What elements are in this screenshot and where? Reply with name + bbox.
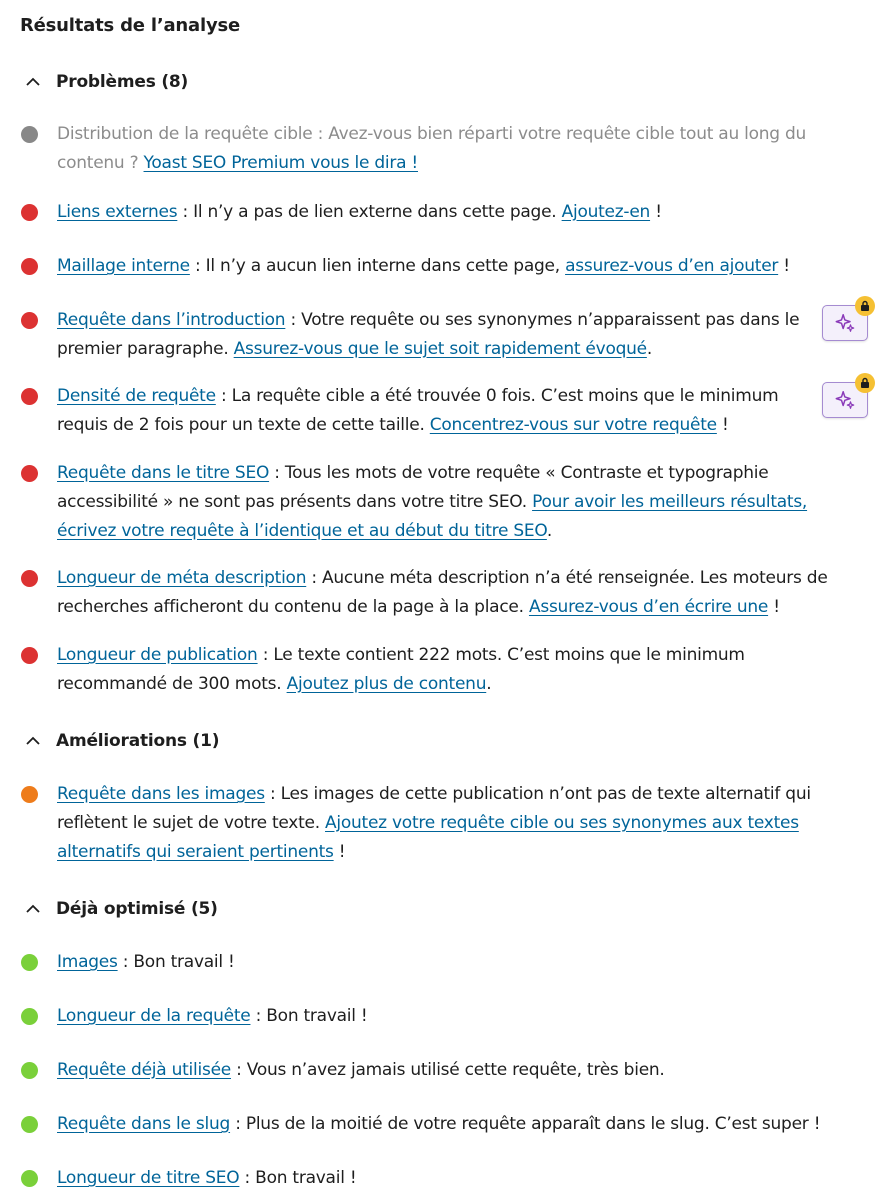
result-text: [57, 198, 847, 227]
improvements-section-label: Améliorations (1): [56, 731, 220, 751]
result-suffix: .: [546, 521, 553, 541]
image-keyphrase-link[interactable]: Requête dans les images: [57, 784, 265, 804]
result-suffix: !: [716, 415, 729, 435]
add-internal-links-link[interactable]: assurez-vous d’en ajouter: [565, 256, 779, 276]
result-text: [57, 382, 809, 440]
result-text: [57, 1002, 847, 1031]
meta-description-link[interactable]: Longueur de méta description: [57, 568, 307, 588]
status-bullet-red: [21, 204, 38, 221]
status-bullet-green: [21, 954, 38, 971]
result-suffix: .: [486, 674, 492, 694]
chevron-up-icon: [18, 726, 48, 756]
problems-section-toggle[interactable]: [18, 67, 188, 97]
result-description: : La requête cible a été trouvée 0 fois. C’est moins que le minimum requis de 2 fois pour un texte de cette taille.: [57, 386, 779, 435]
keyphrase-intro-link[interactable]: Requête dans l’introduction: [57, 310, 286, 330]
seo-title-length-link[interactable]: Longueur de titre SEO: [57, 1168, 240, 1188]
result-description: : Votre requête ou ses synonymes n’apparaissent pas dans le premier paragraphe.: [57, 310, 800, 359]
meta-description-fix-link[interactable]: Assurez-vous d’en écrire une: [528, 597, 769, 617]
chevron-up-icon: [18, 67, 48, 97]
lock-icon: [855, 296, 875, 316]
problems-section-label: Problèmes (8): [56, 72, 189, 92]
status-bullet-red: [21, 465, 38, 482]
result-description: : Bon travail !: [250, 1006, 368, 1026]
result-description: : Aucune méta description n’a été renseignée. Les moteurs de recherches afficheront du contenu de la page à la place.: [57, 568, 828, 617]
good-results-section-label: Déjà optimisé (5): [56, 899, 218, 919]
text-length-link[interactable]: Longueur de publication: [57, 645, 258, 665]
result-description: : Tous les mots de votre requête « Contraste et typographie accessibilité » ne sont pas présents dans votre titre SEO.: [57, 463, 769, 512]
result-text: [57, 459, 847, 546]
result-text: [57, 252, 847, 281]
result-suffix: !: [778, 256, 790, 276]
result-description: : Il n’y a aucun lien interne dans cette page,: [189, 256, 566, 276]
result-description: : Le texte contient 222 mots. C’est moins que le minimum recommandé de 300 mots.: [57, 645, 745, 694]
result-text: [57, 306, 809, 364]
result-suffix: !: [333, 842, 346, 862]
result-description: : Bon travail !: [117, 952, 235, 972]
result-description: : Les images de cette publication n’ont pas de texte alternatif qui reflètent le sujet de votre texte.: [57, 784, 811, 833]
result-text: [57, 1164, 847, 1193]
result-text: [57, 641, 847, 699]
sparkles-icon: [834, 312, 856, 334]
status-bullet-red: [21, 312, 38, 329]
result-description: Distribution de la requête cible : Avez-vous bien réparti votre requête cible tout au long du contenu ?: [57, 124, 807, 173]
result-suffix: !: [768, 597, 780, 617]
result-description: : Il n’y a pas de lien externe dans cette page.: [177, 202, 562, 222]
sparkles-icon: [834, 389, 856, 411]
internal-links-link[interactable]: Maillage interne: [57, 256, 190, 276]
improvements-section-toggle[interactable]: [18, 726, 219, 756]
lock-icon: [855, 373, 875, 393]
status-bullet-green: [21, 1062, 38, 1079]
result-text: [57, 948, 847, 977]
keyphrase-density-link[interactable]: Densité de requête: [57, 386, 216, 406]
status-bullet-red: [21, 388, 38, 405]
result-text: [57, 1110, 847, 1139]
status-bullet-red: [21, 647, 38, 664]
result-text: [57, 780, 847, 867]
image-keyphrase-fix-link[interactable]: Ajoutez votre requête cible ou ses synonymes aux textes alternatifs qui seraient pertinents: [57, 813, 799, 862]
premium-link[interactable]: Yoast SEO Premium vous le dira !: [143, 153, 418, 173]
chevron-up-icon: [18, 894, 48, 924]
images-link[interactable]: Images: [57, 952, 118, 972]
add-external-links-link[interactable]: Ajoutez-en: [561, 202, 651, 222]
status-bullet-orange: [21, 786, 38, 803]
ai-optimize-button-density[interactable]: [822, 382, 868, 418]
ai-optimize-button-intro[interactable]: [822, 305, 868, 341]
result-description: : Vous n’avez jamais utilisé cette requête, très bien.: [231, 1060, 665, 1080]
result-text: [57, 1056, 847, 1085]
status-bullet-green: [21, 1170, 38, 1187]
keyphrase-density-fix-link[interactable]: Concentrez-vous sur votre requête: [429, 415, 717, 435]
status-bullet-red: [21, 258, 38, 275]
result-description: : Bon travail !: [239, 1168, 357, 1188]
keyphrase-title-link[interactable]: Requête dans le titre SEO: [57, 463, 270, 483]
result-text: [57, 564, 847, 622]
result-suffix: !: [650, 202, 662, 222]
text-length-fix-link[interactable]: Ajoutez plus de contenu: [286, 674, 487, 694]
result-text: [57, 120, 847, 178]
keyphrase-title-fix-link[interactable]: Pour avoir les meilleurs résultats, écrivez votre requête à l’identique et au début du titre SEO: [57, 492, 808, 541]
keyphrase-length-link[interactable]: Longueur de la requête: [57, 1006, 251, 1026]
good-results-section-toggle[interactable]: [18, 894, 218, 924]
panel-title: Résultats de l’analyse: [20, 15, 241, 36]
keyphrase-intro-fix-link[interactable]: Assurez-vous que le sujet soit rapidement évoqué: [233, 339, 647, 359]
status-bullet-grey: [21, 126, 38, 143]
status-bullet-red: [21, 570, 38, 587]
status-bullet-green: [21, 1116, 38, 1133]
status-bullet-green: [21, 1008, 38, 1025]
result-suffix: .: [646, 339, 653, 359]
result-description: : Plus de la moitié de votre requête apparaît dans le slug. C’est super !: [230, 1114, 821, 1134]
external-links-link[interactable]: Liens externes: [57, 202, 178, 222]
previously-used-link[interactable]: Requête déjà utilisée: [57, 1060, 231, 1080]
slug-keyphrase-link[interactable]: Requête dans le slug: [57, 1114, 231, 1134]
